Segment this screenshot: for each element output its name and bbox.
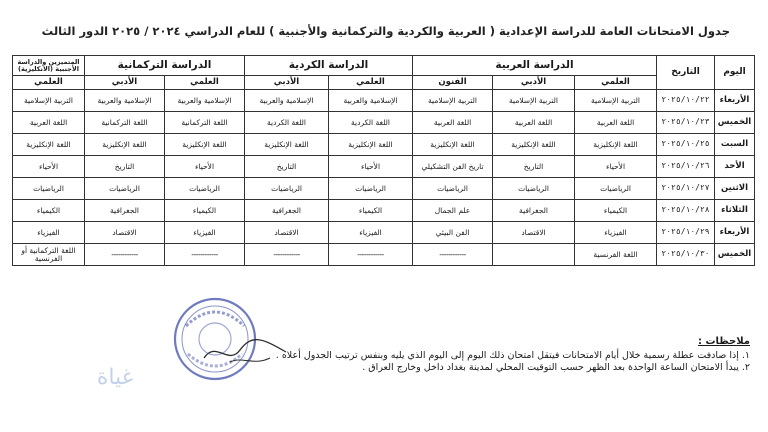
table-row [13, 156, 755, 178]
watermark-logo [80, 358, 150, 394]
cell-arabic-literary: اللغة الإنكليزية [493, 134, 575, 156]
subheader-kurdish-literary: الأدبي [245, 76, 329, 90]
header-kurdish-study: الدراسة الكردية [245, 56, 413, 76]
row-day: الأربعاء [715, 222, 755, 244]
subheader-turkmen-scientific: العلمي [165, 76, 245, 90]
header-date: التاريخ [657, 56, 715, 90]
cell-turkmen-literary: ------------ [85, 244, 165, 266]
cell-kurdish-literary: الجغرافية [245, 200, 329, 222]
subheader-turkmen-literary: الأدبي [85, 76, 165, 90]
cell-extra-scientific: التربية الإسلامية [13, 90, 85, 112]
row-date: ٢٠٢٥/١٠/٢٣ [657, 112, 715, 134]
row-day: الثلاثاء [715, 200, 755, 222]
cell-kurdish-scientific: اللغة الكردية [329, 112, 413, 134]
cell-kurdish-literary: الإسلامية والعربية [245, 90, 329, 112]
cell-arabic-scientific: اللغة الفرنسية [575, 244, 657, 266]
cell-arabic-scientific: التربية الإسلامية [575, 90, 657, 112]
row-date: ٢٠٢٥/١٠/٢٨ [657, 200, 715, 222]
cell-arabic-literary: الجغرافية [493, 200, 575, 222]
subheader-arabic-literary: الأدبي [493, 76, 575, 90]
cell-kurdish-literary: اللغة الإنكليزية [245, 134, 329, 156]
cell-extra-scientific: اللغة الإنكليزية [13, 134, 85, 156]
signature [200, 332, 290, 372]
cell-extra-scientific: اللغة التركمانية أو الفرنسية [13, 244, 85, 266]
row-day: الأربعاء [715, 90, 755, 112]
cell-arabic-arts: الرياضيات [413, 178, 493, 200]
row-day: الخميس [715, 244, 755, 266]
row-day: السبت [715, 134, 755, 156]
table-row [13, 178, 755, 200]
table-row [13, 134, 755, 156]
row-day: الأحد [715, 156, 755, 178]
notes-title: ملاحظات : [697, 336, 750, 347]
cell-arabic-arts: اللغة الإنكليزية [413, 134, 493, 156]
exam-schedule-table [12, 55, 755, 266]
cell-kurdish-scientific: الرياضيات [329, 178, 413, 200]
header-turkmen-study: الدراسة التركمانية [85, 56, 245, 76]
cell-kurdish-scientific: الفيزياء [329, 222, 413, 244]
cell-extra-scientific: الفيزياء [13, 222, 85, 244]
header-distinguished-foreign: المتميزين والدراسة الأجنبية (الانكليزية) [13, 56, 85, 76]
cell-turkmen-scientific: اللغة الإنكليزية [165, 134, 245, 156]
row-day: الاثنين [715, 178, 755, 200]
subheader-kurdish-scientific: العلمي [329, 76, 413, 90]
row-date: ٢٠٢٥/١٠/٢٩ [657, 222, 715, 244]
cell-extra-scientific: اللغة العربية [13, 112, 85, 134]
cell-arabic-arts: اللغة العربية [413, 112, 493, 134]
cell-turkmen-literary: الرياضيات [85, 178, 165, 200]
cell-kurdish-literary: اللغة الكردية [245, 112, 329, 134]
cell-kurdish-literary: الاقتصاد [245, 222, 329, 244]
cell-turkmen-literary: اللغة التركمانية [85, 112, 165, 134]
cell-arabic-scientific: اللغة الإنكليزية [575, 134, 657, 156]
document-title: جدول الامتحانات العامة للدراسة الإعدادية ( العربية والكردية والتركمانية والأجنبية ) للعام الدراسي ٢٠٢٤ / ٢٠٢٥ الدور الثالث [41, 24, 730, 38]
cell-arabic-literary: التربية الإسلامية [493, 90, 575, 112]
row-date: ٢٠٢٥/١٠/٢٧ [657, 178, 715, 200]
cell-arabic-literary [493, 244, 575, 266]
cell-arabic-literary: الرياضيات [493, 178, 575, 200]
header-arabic-study: الدراسة العربية [413, 56, 657, 76]
cell-kurdish-scientific: اللغة الإنكليزية [329, 134, 413, 156]
row-date: ٢٠٢٥/١٠/٢٢ [657, 90, 715, 112]
cell-arabic-literary: الاقتصاد [493, 222, 575, 244]
cell-arabic-arts: علم الجمال [413, 200, 493, 222]
cell-arabic-literary: التاريخ [493, 156, 575, 178]
table-row [13, 244, 755, 266]
cell-turkmen-scientific: اللغة التركمانية [165, 112, 245, 134]
cell-arabic-scientific: الفيزياء [575, 222, 657, 244]
cell-kurdish-scientific: ------------ [329, 244, 413, 266]
cell-turkmen-literary: اللغة الإنكليزية [85, 134, 165, 156]
cell-kurdish-literary: التاريخ [245, 156, 329, 178]
row-date: ٢٠٢٥/١٠/٢٥ [657, 134, 715, 156]
cell-arabic-arts: التربية الإسلامية [413, 90, 493, 112]
table-row [13, 200, 755, 222]
cell-kurdish-scientific: الأحياء [329, 156, 413, 178]
cell-extra-scientific: الرياضيات [13, 178, 85, 200]
note-item: ١. إذا صادفت عطلة رسمية خلال أيام الامتحانات فيتقل امتحان ذلك اليوم إلى اليوم الذي يليه وبنفس ترتيب الجدول أعلاه . [275, 350, 750, 361]
subheader-arabic-scientific: العلمي [575, 76, 657, 90]
table-row [13, 90, 755, 112]
cell-arabic-scientific: الكيمياء [575, 200, 657, 222]
cell-turkmen-scientific: الفيزياء [165, 222, 245, 244]
cell-turkmen-scientific: الرياضيات [165, 178, 245, 200]
cell-arabic-scientific: الرياضيات [575, 178, 657, 200]
cell-turkmen-scientific: الكيمياء [165, 200, 245, 222]
cell-turkmen-literary: التاريخ [85, 156, 165, 178]
cell-kurdish-scientific: الإسلامية والعربية [329, 90, 413, 112]
header-day: اليوم [715, 56, 755, 90]
row-day: الخميس [715, 112, 755, 134]
cell-extra-scientific: الأحياء [13, 156, 85, 178]
svg-text:غياة: غياة [96, 365, 134, 390]
cell-arabic-literary: اللغة العربية [493, 112, 575, 134]
cell-turkmen-scientific: الإسلامية والعربية [165, 90, 245, 112]
cell-arabic-arts: تاريخ الفن التشكيلي [413, 156, 493, 178]
cell-arabic-arts: ------------ [413, 244, 493, 266]
cell-arabic-scientific: اللغة العربية [575, 112, 657, 134]
note-item: ٢. يبدأ الامتحان الساعة الواحدة بعد الظهر حسب التوقيت المحلي لمدينة بغداد داخل وخارج العراق . [362, 362, 750, 373]
row-date: ٢٠٢٥/١٠/٢٦ [657, 156, 715, 178]
cell-turkmen-literary: الجغرافية [85, 200, 165, 222]
cell-arabic-scientific: الأحياء [575, 156, 657, 178]
cell-kurdish-scientific: الكيمياء [329, 200, 413, 222]
row-date: ٢٠٢٥/١٠/٣٠ [657, 244, 715, 266]
subheader-extra-scientific: العلمي [13, 76, 85, 90]
table-row [13, 112, 755, 134]
cell-kurdish-literary: ------------ [245, 244, 329, 266]
cell-kurdish-literary: الرياضيات [245, 178, 329, 200]
cell-turkmen-scientific: الأحياء [165, 156, 245, 178]
subheader-arabic-arts: الفنون [413, 76, 493, 90]
cell-turkmen-literary: الاقتصاد [85, 222, 165, 244]
cell-turkmen-literary: الإسلامية والعربية [85, 90, 165, 112]
cell-turkmen-scientific: ------------ [165, 244, 245, 266]
table-row [13, 222, 755, 244]
cell-extra-scientific: الكيمياء [13, 200, 85, 222]
cell-arabic-arts: الفن البيئي [413, 222, 493, 244]
